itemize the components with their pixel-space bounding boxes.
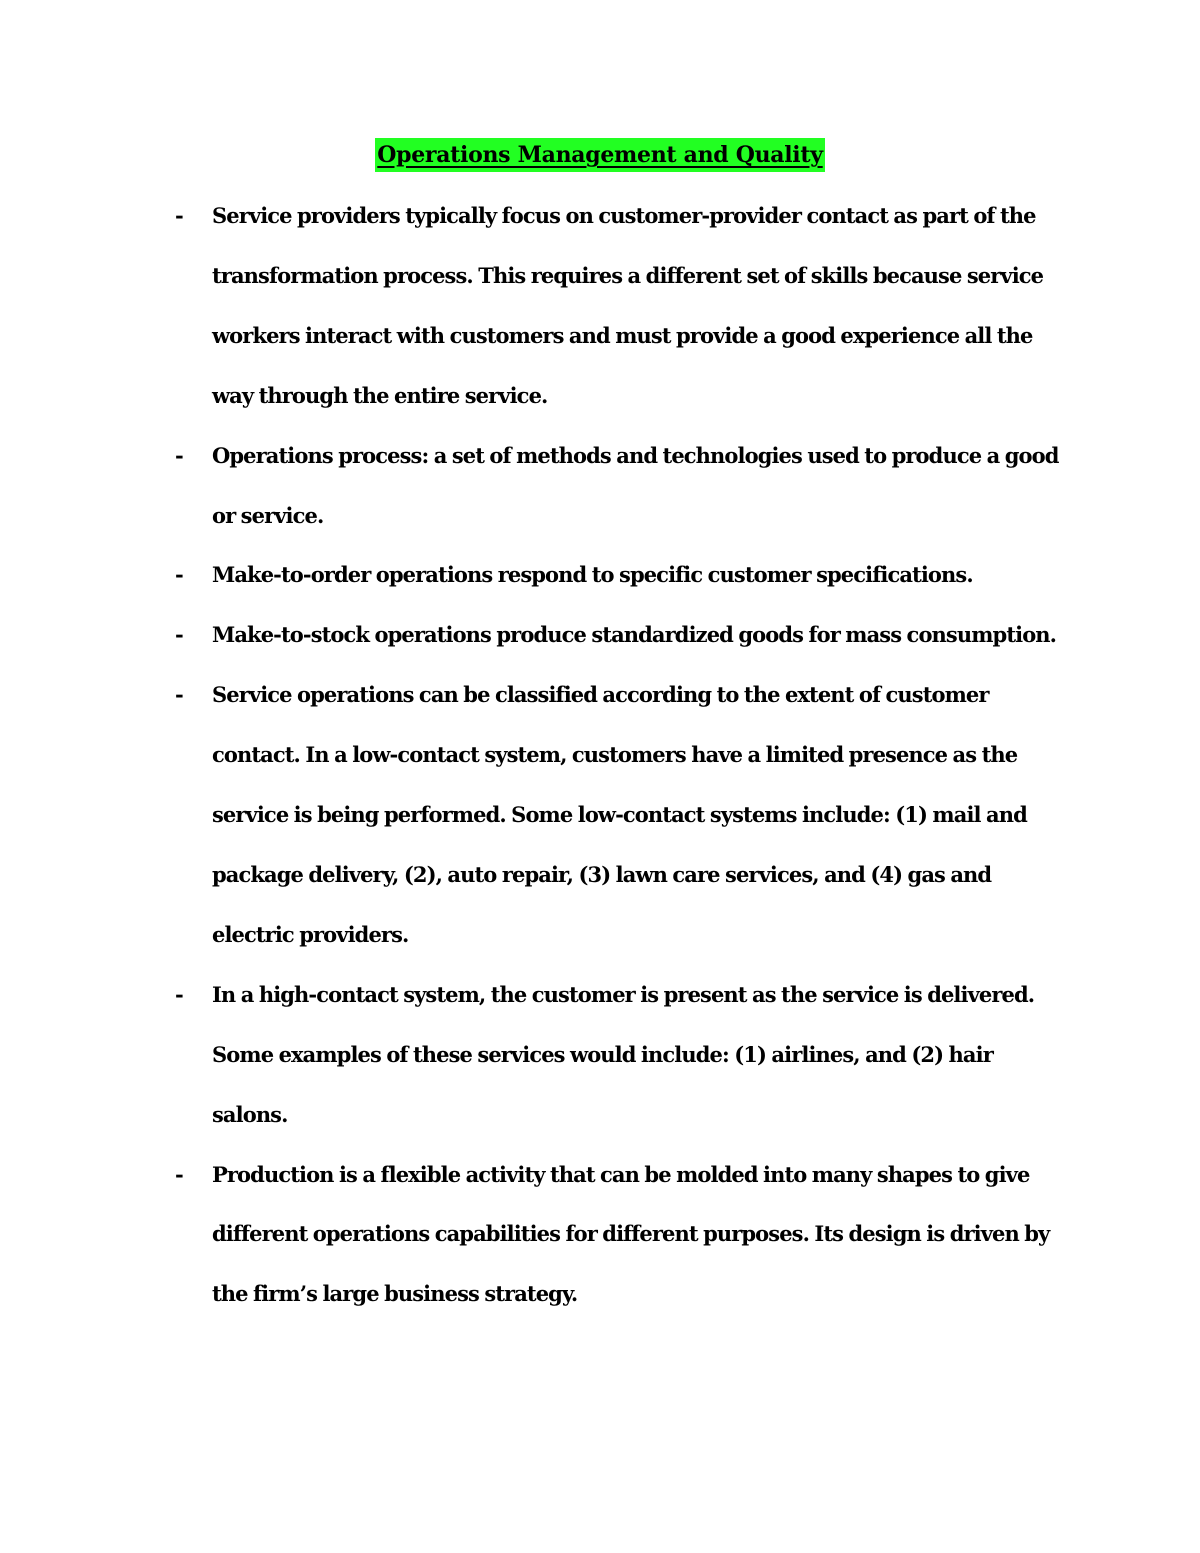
bullet-text: Make-to-stock operations produce standardized goods for mass consumption. bbox=[212, 622, 1057, 648]
list-item bbox=[0, 665, 1200, 965]
bullet-text: Make-to-order operations respond to specific customer specifications. bbox=[212, 562, 973, 588]
bullet-list bbox=[0, 186, 1200, 1324]
list-item bbox=[0, 605, 1200, 665]
bullet-text: Service operations can be classified according to the extent of customer contact. In a low-contact system, customers have a limited presence as the service is being performed. Some low-contact systems include: (1) mail and package delivery, (2), auto repair, (3) lawn care services, and (4) gas and electric providers. bbox=[212, 682, 1027, 947]
list-item bbox=[0, 1145, 1200, 1325]
bullet-dash: - bbox=[175, 682, 184, 708]
bullet-dash: - bbox=[175, 562, 184, 588]
list-item bbox=[0, 426, 1200, 546]
list-item bbox=[0, 965, 1200, 1145]
bullet-text: Service providers typically focus on customer-provider contact as part of the transformation process. This requires a different set of skills because service workers interact with customers and must provide a good experience all the way through the entire service. bbox=[212, 203, 1044, 408]
list-item bbox=[0, 545, 1200, 605]
bullet-text: Operations process: a set of methods and technologies used to produce a good or service. bbox=[212, 442, 1059, 528]
bullet-dash: - bbox=[175, 622, 184, 648]
bullet-dash: - bbox=[175, 1161, 184, 1187]
bullet-dash: - bbox=[175, 442, 184, 468]
bullet-dash: - bbox=[175, 203, 184, 228]
title-container bbox=[0, 138, 1200, 172]
bullet-text: Production is a flexible activity that can be molded into many shapes to give different operations capabilities for different purposes. Its design is driven by the firm’s large business strategy. bbox=[212, 1161, 1050, 1307]
list-item bbox=[0, 186, 1200, 426]
bullet-text: In a high-contact system, the customer is present as the service is delivered. Some examples of these services would include: (1) airlines, and (2) hair salons. bbox=[212, 981, 1035, 1127]
document-title: Operations Management and Quality bbox=[375, 138, 824, 172]
bullet-dash: - bbox=[175, 981, 184, 1007]
